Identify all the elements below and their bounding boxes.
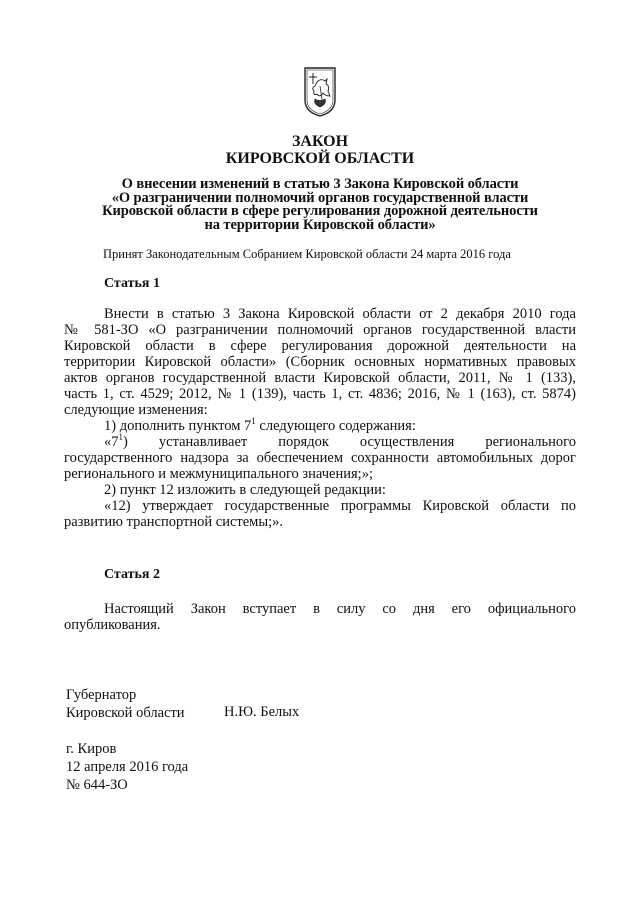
subtitle-line: О внесении изменений в статью 3 Закона Кировской области — [121, 176, 519, 192]
paragraph-line: развитию транспортной системы;». — [64, 514, 283, 530]
article-1-heading: Статья 1 — [104, 276, 160, 291]
signatory-position: Губернатор — [66, 687, 137, 703]
signatory-region: Кировской области — [66, 705, 185, 721]
law-title: ЗАКОН — [291, 133, 349, 150]
item-1-quote-rest: ) устанавливает порядок осуществления регионального — [123, 434, 576, 450]
subtitle-line: Кировской области в сфере регулирования дорожной деятельности — [102, 203, 538, 219]
item-1-tail: следующего содержания: — [255, 418, 416, 434]
signatory-name: Н.Ю. Белых — [224, 704, 300, 720]
paragraph-line: территории Кировской области» (Сборник основных нормативных правовых — [64, 354, 576, 370]
adoption-note: Принят Законодательным Собранием Кировской области 24 марта 2016 года — [103, 247, 511, 261]
superscript: 1 — [251, 416, 256, 427]
article-2-heading: Статья 2 — [104, 567, 160, 582]
paragraph-line: опубликования. — [64, 617, 161, 633]
law-region: КИРОВСКОЙ ОБЛАСТИ — [225, 150, 415, 167]
paragraph-line: следующие изменения: — [64, 402, 208, 418]
superscript: 1 — [118, 432, 123, 443]
subtitle-line: «О разграничении полномочий органов государственной власти — [111, 189, 529, 206]
law-subtitle — [60, 178, 580, 232]
law-number: № 644-ЗО — [66, 777, 128, 793]
paragraph-line: регионального и межмуниципального значения;»; — [64, 466, 373, 482]
paragraph-line: часть 1, ст. 4529; 2012, № 1 (139), часть 1, ст. 4836; 2016, № 1 (163), ст. 5874) — [64, 386, 576, 402]
paragraph-line: Внести в статью 3 Закона Кировской области от 2 декабря 2010 года — [104, 306, 576, 322]
place-date-block — [66, 740, 188, 794]
item-1-quote-open: «7 — [104, 434, 119, 450]
paragraph-line: № 581-ЗО «О разграничении полномочий органов государственной власти — [64, 322, 576, 338]
item-1-quote-line — [64, 434, 576, 450]
item-2-line: 2) пункт 12 изложить в следующей редакции: — [104, 482, 386, 498]
paragraph-line: «12) утверждает государственные программы Кировской области по — [104, 498, 576, 514]
article-2-body — [64, 601, 576, 633]
article-1-body — [64, 306, 576, 530]
paragraph-line: Кировской области в сфере регулирования дорожной деятельности на — [64, 338, 576, 354]
paragraph-line: актов органов государственной власти Кировской области, 2011, № 1 (133), — [64, 370, 576, 386]
item-1-line — [64, 418, 576, 434]
subtitle-line: на территории Кировской области» — [204, 216, 436, 233]
city: г. Киров — [66, 741, 117, 757]
coat-of-arms-icon — [303, 66, 337, 118]
item-1-text: 1) дополнить пунктом 7 — [104, 418, 252, 434]
paragraph-line: государственного надзора за обеспечением сохранности автомобильных дорог — [64, 450, 576, 466]
paragraph-line: Настоящий Закон вступает в силу со дня его официального — [104, 601, 576, 617]
date: 12 апреля 2016 года — [66, 759, 189, 775]
